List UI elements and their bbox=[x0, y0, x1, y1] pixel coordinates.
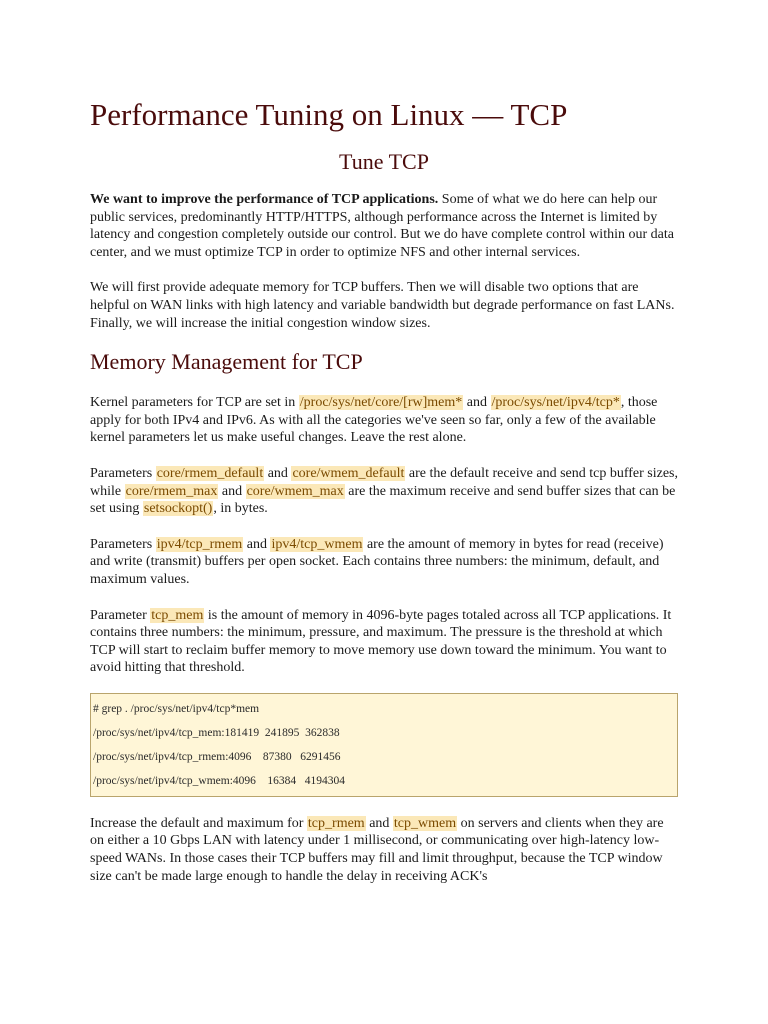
inline-code: ipv4/tcp_rmem bbox=[156, 536, 243, 552]
page-title: Performance Tuning on Linux — TCP bbox=[90, 97, 568, 132]
text-run: is the amount of memory in 4096-byte pages totaled across all TCP applications. It contains three numbers: the minimum, pressure, and maximum. The pressure is the threshold at which TCP will start to reclaim buffer memory to move memory use down toward the minimum. You want to avoid hitting that threshold. bbox=[90, 607, 672, 676]
paragraph-7 bbox=[90, 815, 678, 885]
text-run: , in bytes. bbox=[213, 501, 268, 517]
inline-code: tcp_rmem bbox=[307, 815, 365, 831]
code-block bbox=[90, 693, 678, 797]
intro-paragraph bbox=[90, 191, 678, 261]
inline-code: ipv4/tcp_wmem bbox=[271, 536, 363, 552]
text-run: , those apply for both IPv4 and IPv6. As with all the categories we've seen so far, only a few of the available kernel parameters let us make useful changes. Leave the rest alone. bbox=[90, 395, 658, 446]
paragraph-4 bbox=[90, 465, 678, 518]
text-run: Kernel parameters for TCP are set in bbox=[90, 395, 299, 411]
code-line: /proc/sys/net/ipv4/tcp_mem:181419 241895 362838 bbox=[93, 726, 340, 739]
inline-code: core/wmem_default bbox=[292, 465, 405, 481]
text-run: on servers and clients when they are on either a 10 Gbps LAN with latency under 1 millisecond, or communicating over high-latency low-speed WANs. In those cases their TCP buffers may fill and limit throughput, because the TCP window size can't be made large enough to handle the delay in receiving ACK's bbox=[90, 815, 664, 884]
text-run: Parameters bbox=[90, 536, 156, 552]
text-run: are the maximum receive and send buffer sizes that can be set using bbox=[90, 483, 676, 517]
text-run: and bbox=[264, 465, 292, 481]
code-line: /proc/sys/net/ipv4/tcp_wmem:4096 16384 4194304 bbox=[93, 774, 346, 787]
text-run: are the default receive and send tcp buffer sizes, while bbox=[90, 465, 679, 499]
section-heading: Memory Management for TCP bbox=[90, 349, 363, 375]
inline-code: /proc/sys/net/core/[rw]mem* bbox=[299, 395, 463, 411]
inline-code: core/rmem_default bbox=[156, 465, 264, 481]
text-run: Increase the default and maximum for bbox=[90, 815, 307, 831]
paragraph-6 bbox=[90, 607, 678, 677]
paragraph-3 bbox=[90, 394, 678, 447]
inline-code: core/wmem_max bbox=[246, 483, 344, 499]
code-line: # grep . /proc/sys/net/ipv4/tcp*mem bbox=[93, 702, 260, 715]
subtitle: Tune TCP bbox=[339, 149, 429, 174]
inline-code: tcp_wmem bbox=[393, 815, 457, 831]
text-run: and bbox=[218, 483, 246, 499]
paragraph-5 bbox=[90, 536, 678, 589]
text-run: Parameters bbox=[90, 465, 156, 481]
intro-text: Some of what we do here can help our public services, predominantly HTTP/HTTPS, although performance across the Internet is limited by latency and congestion completely outside our control. But we do have complete control within our data center, and we must optimize TCP in order to optimize NFS and other internal services. bbox=[90, 192, 674, 260]
inline-code: tcp_mem bbox=[151, 607, 204, 623]
intro-bold-text: We want to improve the performance of TCP applications. bbox=[90, 192, 439, 207]
inline-code: /proc/sys/net/ipv4/tcp* bbox=[491, 395, 620, 411]
inline-code: core/rmem_max bbox=[125, 483, 218, 499]
text-run: are the amount of memory in bytes for read (receive) and write (transmit) buffers per open socket. Each contains three numbers: the minimum, default, and maximum values. bbox=[90, 536, 664, 587]
inline-code: setsockopt() bbox=[143, 501, 213, 517]
paragraph-2: We will first provide adequate memory for TCP buffers. Then we will disable two options that are helpful on WAN links with high latency and variable bandwidth but degrade performance on fast LANs. Finally, we will increase the initial congestion window sizes. bbox=[90, 280, 675, 331]
code-line: /proc/sys/net/ipv4/tcp_rmem:4096 87380 6291456 bbox=[93, 750, 341, 763]
text-run: Parameter bbox=[90, 607, 151, 623]
text-run: and bbox=[365, 815, 393, 831]
text-run: and bbox=[463, 395, 491, 411]
text-run: and bbox=[243, 536, 271, 552]
